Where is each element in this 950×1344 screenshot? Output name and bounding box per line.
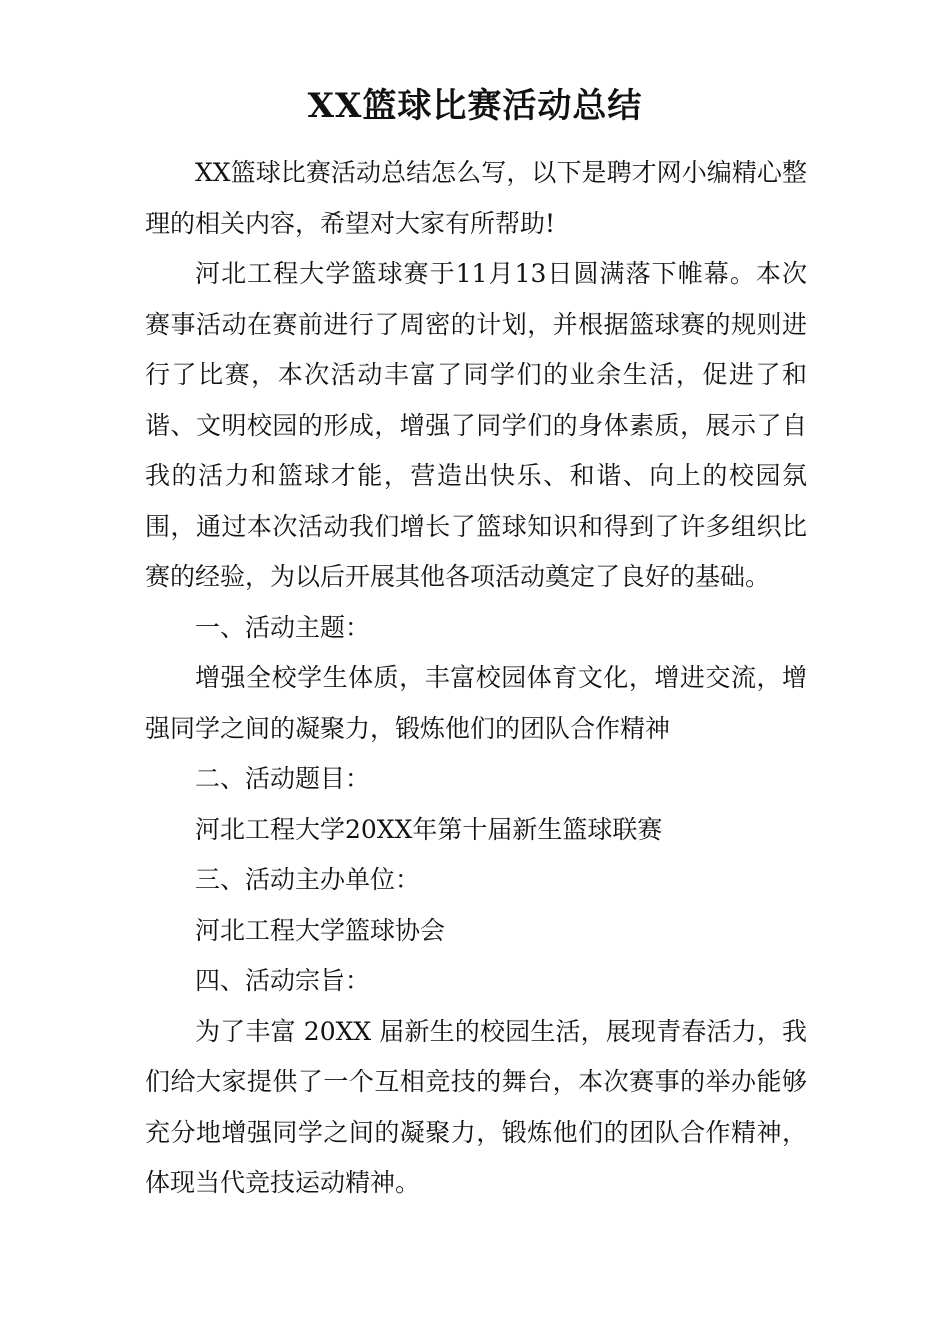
organizer-paragraph: 河北工程大学篮球协会 xyxy=(195,915,446,945)
document-title: XX篮球比赛活动总结 xyxy=(307,86,643,126)
purpose-paragraph: 为了丰富 20XX 届新生的校园生活，展现青春活力，我们给大家提供了一个互相竞技的舞台，本次赛事的举办能够充分地增强同学之间的凝聚力，锻炼他们的团队合作精神，体现当代竞技运动精神。 xyxy=(145,1016,807,1197)
theme-paragraph: 增强全校学生体质，丰富校园体育文化，增进交流，增强同学之间的凝聚力，锻炼他们的团队合作精神 xyxy=(145,663,807,743)
section-heading-theme: 一、活动主题： xyxy=(195,612,371,642)
topic-paragraph: 河北工程大学20XX年第十届新生篮球联赛 xyxy=(195,814,663,844)
intro-paragraph: XX篮球比赛活动总结怎么写，以下是聘才网小编精心整理的相关内容，希望对大家有所帮助! xyxy=(145,158,807,238)
summary-paragraph: 河北工程大学篮球赛于11月13日圆满落下帷幕。本次赛事活动在赛前进行了周密的计划，并根据篮球赛的规则进行了比赛，本次活动丰富了同学们的业余生活，促进了和谐、文明校园的形成，增强了同学们的身体素质，展示了自我的活力和篮球才能，营造出快乐、和谐、向上的校园氛围，通过本次活动我们增长了篮球知识和得到了许多组织比赛的经验，为以后开展其他各项活动奠定了良好的基础。 xyxy=(145,259,807,591)
document-body xyxy=(145,148,807,1209)
section-heading-purpose: 四、活动宗旨： xyxy=(195,966,371,995)
section-heading-organizer: 三、活动主办单位： xyxy=(195,865,421,894)
section-heading-topic: 二、活动题目： xyxy=(195,764,371,793)
